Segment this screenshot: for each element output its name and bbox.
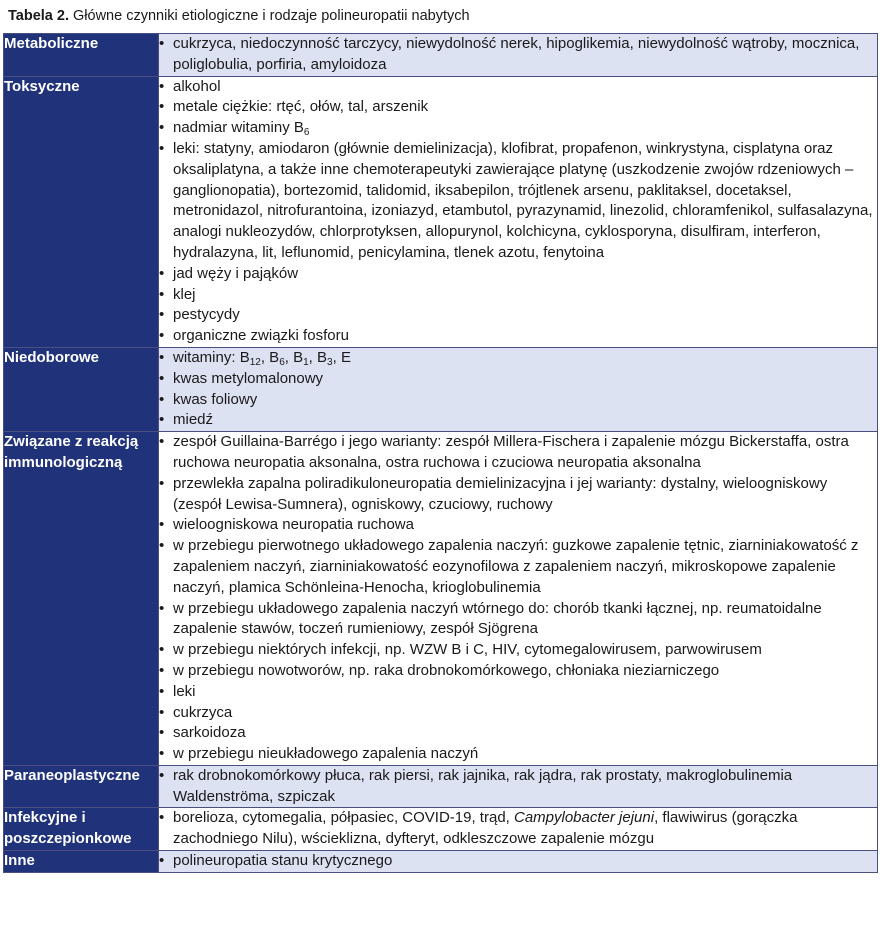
bullet: •: [159, 369, 165, 387]
category-cell: Niedoborowe: [4, 347, 159, 431]
table-row-immune: [4, 432, 878, 766]
list-item: • cukrzyca, niedoczynność tarczycy, niewydolność nerek, hipoglikemia, niewydolność wątroby, mocznica, poliglobulia, porfiria, amyloidoza: [159, 35, 860, 73]
bullet: •: [159, 411, 165, 429]
list-item: • organiczne związki fosforu: [159, 326, 877, 347]
list-item: • w przebiegu pierwotnego układowego zapalenia naczyń: guzkowe zapalenie tętnic, ziarniniakowatość z zapaleniem naczyń, ziarniniakowatość eozynofilowa z zapaleniem naczyń, mikroskopowe zapalenie naczyń, plamica Schönleina-Henocha, krioglobulinemia: [159, 537, 859, 596]
list-item: • leki: statyny, amiodaron (głównie demielinizacja), klofibrat, propafenon, winkrystyna, cisplatyna oraz oksaliplatyna, a także inne chemoterapeutyki zawierające platynę (uszkodzenie zwojów rdzeniowych – ganglionopatia), bortezomid, talidomid, iksabepilon, trójtlenek arsenu, paklitaksel, docetaksel, metronidazol, nitrofurantoina, izoniazyd, etambutol, pyrazynamid, linezolid, chloramfenikol, sulfasalazyna, analogi nukleozydów, chlorprotyksen, allopurynol, kolchicyna, cyklosporyna, disulfiram, interferon, hydralazyna, lit, leflunomid, penicylamina, tlenek azotu, fenytoina: [159, 139, 873, 261]
list-item: • przewlekła zapalna poliradikuloneuropatia demielinizacyjna i jej warianty: dystalny, wieloogniskowy (zespół Lewisa-Sumnera), ogniskowy, czuciowy, ruchowy: [159, 474, 828, 513]
list-item: • pestycydy: [159, 305, 877, 326]
bullet: •: [159, 139, 165, 157]
list-item: • jad węży i pająków: [159, 264, 877, 285]
list-item: • w przebiegu niektórych infekcji, np. WZW B i C, HIV, cytomegalowirusem, parwowirusem: [159, 640, 877, 661]
list-item: • witaminy: $B_{12}$, $B_6$, $B_1$, $B_3$, E: [159, 348, 351, 368]
bullet: •: [159, 537, 165, 555]
item-list: [159, 432, 877, 765]
table-caption: [8, 6, 470, 26]
caption-label: Tabela 2.: [8, 8, 69, 24]
list-item: • leki: [159, 682, 877, 703]
bullet: •: [159, 641, 165, 659]
category-cell: Paraneoplastyczne: [4, 765, 159, 808]
list-item: • klej: [159, 285, 877, 306]
item-list: [159, 34, 877, 76]
item-list: [159, 348, 877, 431]
item-list: [159, 766, 877, 808]
list-item: • wieloogniskowa neuropatia ruchowa: [159, 515, 877, 536]
bullet: •: [159, 852, 165, 870]
category-cell: Inne: [4, 851, 159, 873]
bullet: •: [159, 119, 165, 137]
bullet: •: [159, 98, 165, 116]
list-item: • miedź: [159, 410, 877, 431]
item-list: [159, 851, 877, 872]
bullet: •: [159, 390, 165, 408]
list-item: • sarkoidoza: [159, 723, 877, 744]
list-item: • polineuropatia stanu krytycznego: [159, 851, 877, 872]
bullet: •: [159, 703, 165, 721]
category-cell: Toksyczne: [4, 76, 159, 347]
list-item: • zespół Guillaina-Barrégo i jego warianty: zespół Millera-Fischera i zapalenie mózgu Bickerstaffa, ostra ruchowa neuropatia aksonalna, ostra ruchowa i czuciowa neuropatia aksonalna: [159, 433, 849, 471]
bullet: •: [159, 809, 165, 827]
list-item: • borelioza, cytomegalia, półpasiec, COVID-19, trąd, Campylobacter jejuni, flawiwirus (gorączka zachodniego Nilu), wścieklizna, dyfteryt, odkleszczowe zapalenie mózgu: [159, 809, 798, 848]
list-item: • kwas metylomalonowy: [159, 369, 877, 390]
list-item: • metale ciężkie: rtęć, ołów, tal, arszenik: [159, 97, 877, 118]
list-item: • w przebiegu nowotworów, np. raka drobnokomórkowego, chłoniaka nieziarniczego: [159, 661, 877, 682]
category-cell: Infekcyjne i poszczepionkowe: [4, 808, 159, 851]
bullet: •: [159, 724, 165, 742]
bullet: •: [159, 745, 165, 763]
bullet: •: [159, 474, 165, 492]
bullet: •: [159, 327, 165, 345]
table-row-infectious: [4, 808, 878, 851]
bullet: •: [159, 285, 165, 303]
bullet: •: [159, 35, 165, 52]
table-row-deficiency: [4, 347, 878, 431]
list-item: • alkohol: [159, 77, 877, 98]
item-list: [159, 77, 877, 347]
list-item: • w przebiegu nieukładowego zapalenia naczyń: [159, 744, 877, 765]
table-row-toxic: [4, 76, 878, 347]
bullet: •: [159, 77, 165, 95]
bullet: •: [159, 348, 165, 366]
category-cell: Związane z reakcją immunologiczną: [4, 432, 159, 766]
list-item: • w przebiegu układowego zapalenia naczyń wtórnego do: chorób tkanki łącznej, np. reumatoidalne zapalenie stawów, toczeń rumieniowy, zespół Sjögrena: [159, 599, 822, 638]
bullet: •: [159, 599, 165, 617]
table-row-other: [4, 851, 878, 873]
item-list: [159, 808, 877, 850]
list-item: • rak drobnokomórkowy płuca, rak piersi, rak jajnika, rak jądra, rak prostaty, makroglobulinemia Waldenströma, szpiczak: [159, 766, 793, 805]
bullet: •: [159, 661, 165, 679]
bullet: •: [159, 433, 165, 451]
bullet: •: [159, 306, 165, 324]
etiology-table: [3, 33, 878, 873]
list-item: • cukrzyca: [159, 703, 877, 724]
bullet: •: [159, 264, 165, 282]
table-row-metabolic: [4, 34, 878, 77]
bullet: •: [159, 516, 165, 534]
category-cell: Metaboliczne: [4, 34, 159, 77]
list-item: • nadmiar witaminy $B_6$: [159, 119, 310, 139]
caption-title: Główne czynniki etiologiczne i rodzaje polineuropatii nabytych: [68, 8, 470, 24]
list-item: • kwas foliowy: [159, 390, 877, 411]
bullet: •: [159, 682, 165, 700]
bullet: •: [159, 766, 165, 784]
table-row-paraneoplastic: [4, 765, 878, 808]
